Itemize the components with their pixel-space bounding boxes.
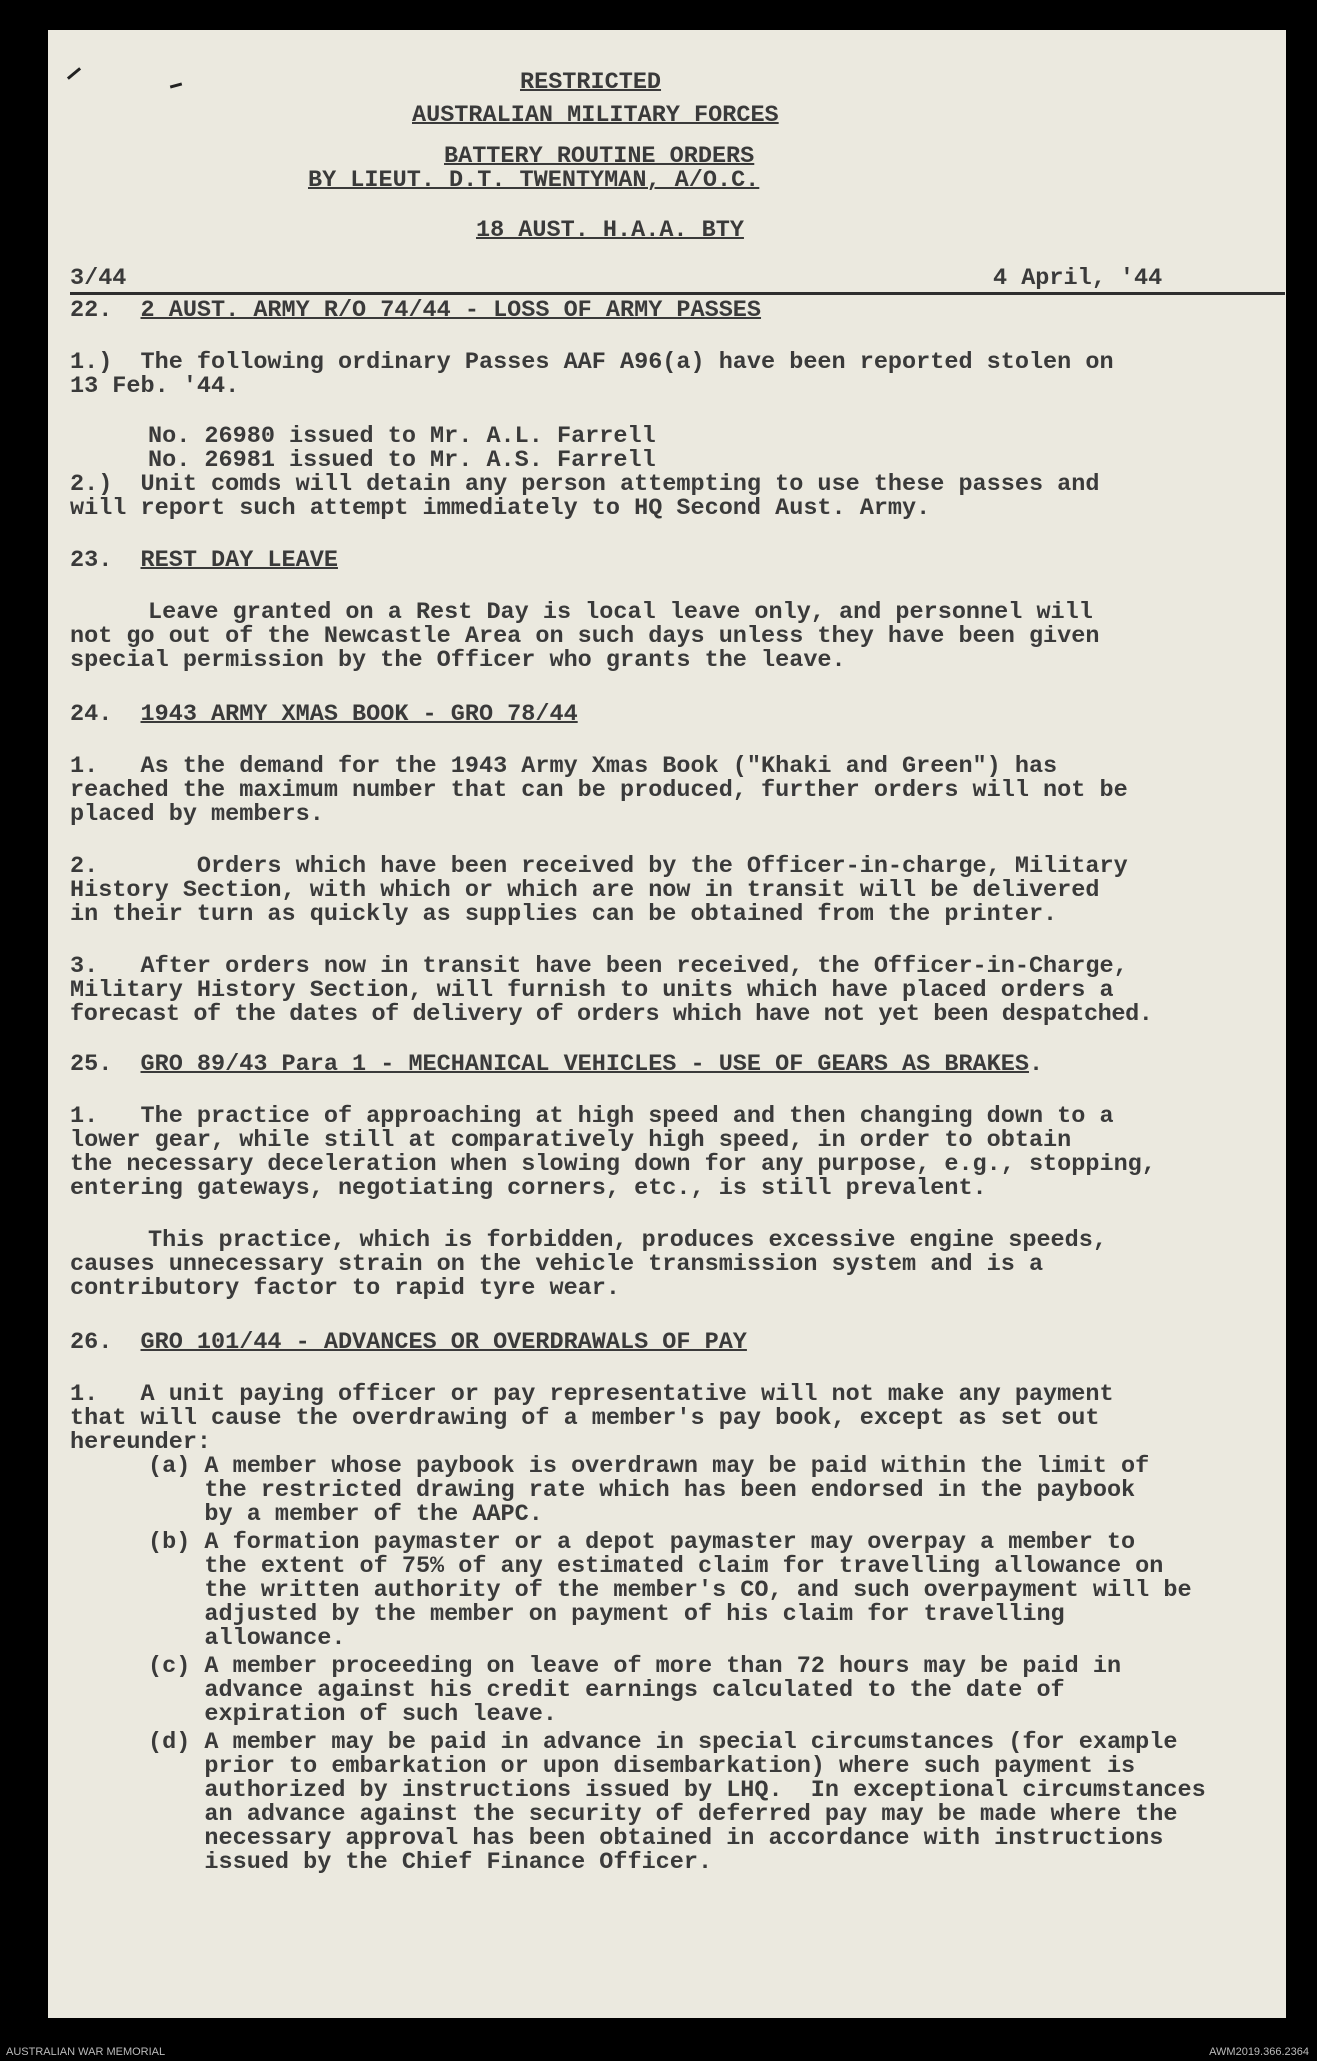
body-line: special permission by the Officer who grants the leave. xyxy=(70,647,846,674)
issuer-heading: BY LIEUT. D.T. TWENTYMAN, A/O.C. xyxy=(308,167,760,194)
body-line: in their turn as quickly as supplies can be obtained from the printer. xyxy=(70,901,1058,928)
pass-entry: No. 26981 issued to Mr. A.S. Farrell xyxy=(148,447,656,474)
list-item-c: (c) A member proceeding on leave of more than 72 hours may be paid in xyxy=(148,1653,1122,1680)
pen-mark xyxy=(170,82,182,88)
body-line: Leave granted on a Rest Day is local leave only, and personnel will xyxy=(148,599,1093,626)
body-line: 1.) The following ordinary Passes AAF A96(a) have been reported stolen on xyxy=(70,349,1114,376)
list-item-b: the written authority of the member's CO, and such overpayment will be xyxy=(148,1577,1192,1604)
list-item-d: (d) A member may be paid in advance in special circumstances (for example xyxy=(148,1729,1178,1756)
body-line: 2.) Unit comds will detain any person attempting to use these passes and xyxy=(70,471,1100,498)
body-line: placed by members. xyxy=(70,801,324,828)
list-item-b: (b) A formation paymaster or a depot paymaster may overpay a member to xyxy=(148,1529,1136,1556)
body-line: 1. As the demand for the 1943 Army Xmas Book ("Khaki and Green") has xyxy=(70,753,1058,780)
order-number: 3/44 xyxy=(70,265,127,292)
section-heading-25: 25. GRO 89/43 Para 1 - MECHANICAL VEHICLES - USE OF GEARS AS BRAKES. xyxy=(70,1051,1044,1078)
list-item-a: (a) A member whose paybook is overdrawn may be paid within the limit of xyxy=(148,1453,1150,1480)
body-line: contributory factor to rapid tyre wear. xyxy=(70,1275,620,1302)
list-item-c: expiration of such leave. xyxy=(148,1701,557,1728)
pen-mark xyxy=(67,67,81,80)
section-heading-25-title: GRO 89/43 Para 1 - MECHANICAL VEHICLES - USE OF GEARS AS BRAKES xyxy=(140,1051,1029,1078)
body-line: History Section, with which or which are now in transit will be delivered xyxy=(70,877,1100,904)
header-rule xyxy=(70,292,1285,295)
body-line: that will cause the overdrawing of a member's pay book, except as set out xyxy=(70,1405,1100,1432)
body-line: causes unnecessary strain on the vehicle transmission system and is a xyxy=(70,1251,1044,1278)
body-line: Military History Section, will furnish to units which have placed orders a xyxy=(70,977,1114,1004)
body-line: 1. A unit paying officer or pay representative will not make any payment xyxy=(70,1381,1114,1408)
body-line: 3. After orders now in transit have been received, the Officer-in-Charge, xyxy=(70,953,1128,980)
body-line: the necessary deceleration when slowing down for any purpose, e.g., stopping, xyxy=(70,1151,1156,1178)
list-item-b: adjusted by the member on payment of his claim for travelling xyxy=(148,1601,1065,1628)
list-item-c: advance against his credit earnings calculated to the date of xyxy=(148,1677,1065,1704)
section-heading-22-title: 2 AUST. ARMY R/O 74/44 - LOSS OF ARMY PASSES xyxy=(140,297,762,324)
document-page xyxy=(48,30,1286,2018)
body-line: reached the maximum number that can be produced, further orders will not be xyxy=(70,777,1128,804)
body-line: 1. The practice of approaching at high speed and then changing down to a xyxy=(70,1103,1114,1130)
body-line: 2. Orders which have been received by the Officer-in-charge, Military xyxy=(70,853,1128,880)
forces-heading: AUSTRALIAN MILITARY FORCES xyxy=(412,102,779,129)
body-line: not go out of the Newcastle Area on such days unless they have been given xyxy=(70,623,1100,650)
section-heading-24: 24. 1943 ARMY XMAS BOOK - GRO 78/44 xyxy=(70,701,578,728)
footer-accession: AWM2019.366.2364 xyxy=(1209,2046,1309,2058)
unit-heading: 18 AUST. H.A.A. BTY xyxy=(476,217,744,244)
list-item-d: an advance against the security of deferred pay may be made where the xyxy=(148,1801,1178,1828)
section-heading-24-title: 1943 ARMY XMAS BOOK - GRO 78/44 xyxy=(140,701,578,728)
section-heading-22: 22. 2 AUST. ARMY R/O 74/44 - LOSS OF ARMY PASSES xyxy=(70,297,762,324)
body-line: forecast of the dates of delivery of orders which have not yet been despatched. xyxy=(70,1001,1153,1028)
list-item-b: allowance. xyxy=(148,1625,346,1652)
list-item-a: by a member of the AAPC. xyxy=(148,1501,543,1528)
section-heading-23-title: REST DAY LEAVE xyxy=(140,547,338,574)
list-item-b: the extent of 75% of any estimated claim for travelling allowance on xyxy=(148,1553,1164,1580)
list-item-d: authorized by instructions issued by LHQ. In exceptional circumstances xyxy=(148,1777,1206,1804)
body-line: entering gateways, negotiating corners, etc., is still prevalent. xyxy=(70,1175,987,1202)
section-heading-26: 26. GRO 101/44 - ADVANCES OR OVERDRAWALS OF PAY xyxy=(70,1329,747,1356)
list-item-a: the restricted drawing rate which has been endorsed in the paybook xyxy=(148,1477,1136,1504)
pass-entry: No. 26980 issued to Mr. A.L. Farrell xyxy=(148,423,656,450)
order-date: 4 April, '44 xyxy=(993,265,1163,292)
body-line: 13 Feb. '44. xyxy=(70,373,240,400)
body-line: This practice, which is forbidden, produces excessive engine speeds, xyxy=(148,1227,1107,1254)
footer-credit: AUSTRALIAN WAR MEMORIAL xyxy=(6,2046,166,2058)
orders-heading: BATTERY ROUTINE ORDERS xyxy=(444,143,755,170)
restricted-heading: RESTRICTED xyxy=(520,69,662,96)
list-item-d: issued by the Chief Finance Officer. xyxy=(148,1849,713,1876)
body-line: will report such attempt immediately to HQ Second Aust. Army. xyxy=(70,495,931,522)
list-item-d: prior to embarkation or upon disembarkation) where such payment is xyxy=(148,1753,1136,1780)
section-heading-23: 23. REST DAY LEAVE xyxy=(70,547,338,574)
body-line: hereunder: xyxy=(70,1429,212,1456)
body-line: lower gear, while still at comparatively high speed, in order to obtain xyxy=(70,1127,1072,1154)
list-item-d: necessary approval has been obtained in accordance with instructions xyxy=(148,1825,1164,1852)
section-heading-26-title: GRO 101/44 - ADVANCES OR OVERDRAWALS OF PAY xyxy=(140,1329,747,1356)
